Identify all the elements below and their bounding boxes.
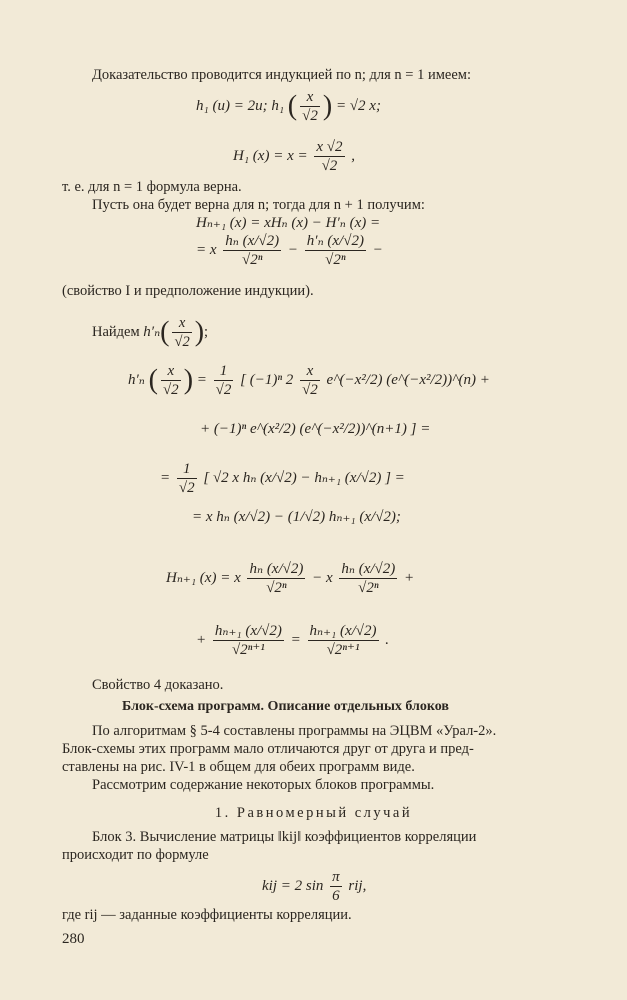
equation-derivative-line1: h′ₙ ( $\frac{x}{√2}$ ) = $\frac{1}{√2}$ [ (−1)ⁿ 2 $\frac{x}{√2}$ e^(−x²/2) (e^(−x²/2))^(n) + — [128, 363, 490, 398]
equation-H1: H₁ (x) = x = $\frac{x √2}{√2}$ , — [233, 139, 355, 174]
equation-H-result-line1: Hₙ₊₁ (x) = x $\frac{\text{hₙ (x/√2)}}{\text{√2ⁿ}}$ − x $\frac{\text{hₙ (x/√2)}}{\text{√2ⁿ}}$ + — [166, 561, 415, 596]
equation-H-n-plus-1: Hₙ₊₁ (x) = xHₙ (x) − H′ₙ (x) = — [196, 215, 381, 231]
text-line-property-proved: Свойство 4 доказано. — [92, 677, 224, 693]
text-line-property: (свойство I и предположение индукции). — [62, 283, 314, 299]
text-line-formula-true: т. е. для n = 1 формула верна. — [62, 179, 242, 195]
page-number: 280 — [62, 931, 85, 947]
paragraph-line-7: где rij — заданные коэффициенты корреляции. — [62, 907, 352, 923]
text-line-assume: Пусть она будет верна для n; тогда для n + 1 получим: — [92, 197, 425, 213]
equation-h1: h₁ (u) = 2u; h₁ ( $\frac{x}{√2}$ ) = √2 x; — [196, 89, 381, 124]
paragraph-line-4: Рассмотрим содержание некоторых блоков программы. — [92, 777, 435, 793]
equation-H-result-line2: + $\frac{\text{hₙ₊₁ (x/√2)}}{\text{√2ⁿ⁺¹}}$ = $\frac{\text{hₙ₊₁ (x/√2)}}{\text{√2ⁿ⁺¹}}$ . — [196, 623, 390, 658]
equation-kij: kij = 2 sin $\frac{\pi}{6}$ rij, — [262, 869, 367, 904]
paragraph-line-2: Блок-схемы этих программ мало отличаются друг от друга и пред- — [62, 741, 474, 757]
text-line-induction: Доказательство проводится индукцией по n; для n = 1 имеем: — [92, 67, 471, 83]
paragraph-line-5: Блок 3. Вычисление матрицы ‖kij‖ коэффициентов корреляции — [92, 829, 477, 845]
subsection-title: 1. Равномерный случай — [214, 805, 413, 821]
paragraph-line-6: происходит по формуле — [62, 847, 209, 863]
equation-derivative-line3: = $\frac{1}{√2}$ [ √2 x hₙ (x/√2) − hₙ₊₁ (x/√2) ] = — [160, 461, 405, 496]
equation-H-expand: = x $\frac{\text{hₙ (x/√2)}}{\text{√2ⁿ}}$ − $\frac{\text{h′ₙ (x/√2)}}{\text{√2ⁿ}}$ − — [196, 233, 383, 268]
equation-derivative-line2: + (−1)ⁿ e^(x²/2) (e^(−x²/2))^(n+1) ] = — [200, 421, 431, 437]
text-line-find: Найдем h′ₙ( $\frac{x}{√2}$ ); — [92, 315, 209, 350]
section-heading: Блок-схема программ. Описание отдельных блоков — [122, 699, 449, 714]
equation-derivative-line4: = x hₙ (x/√2) − (1/√2) hₙ₊₁ (x/√2); — [192, 509, 401, 525]
paragraph-line-1: По алгоритмам § 5-4 составлены программы на ЭЦВМ «Урал-2». — [92, 723, 497, 739]
paragraph-line-3: ставлены на рис. IV-1 в общем для обеих программ виде. — [62, 759, 415, 775]
